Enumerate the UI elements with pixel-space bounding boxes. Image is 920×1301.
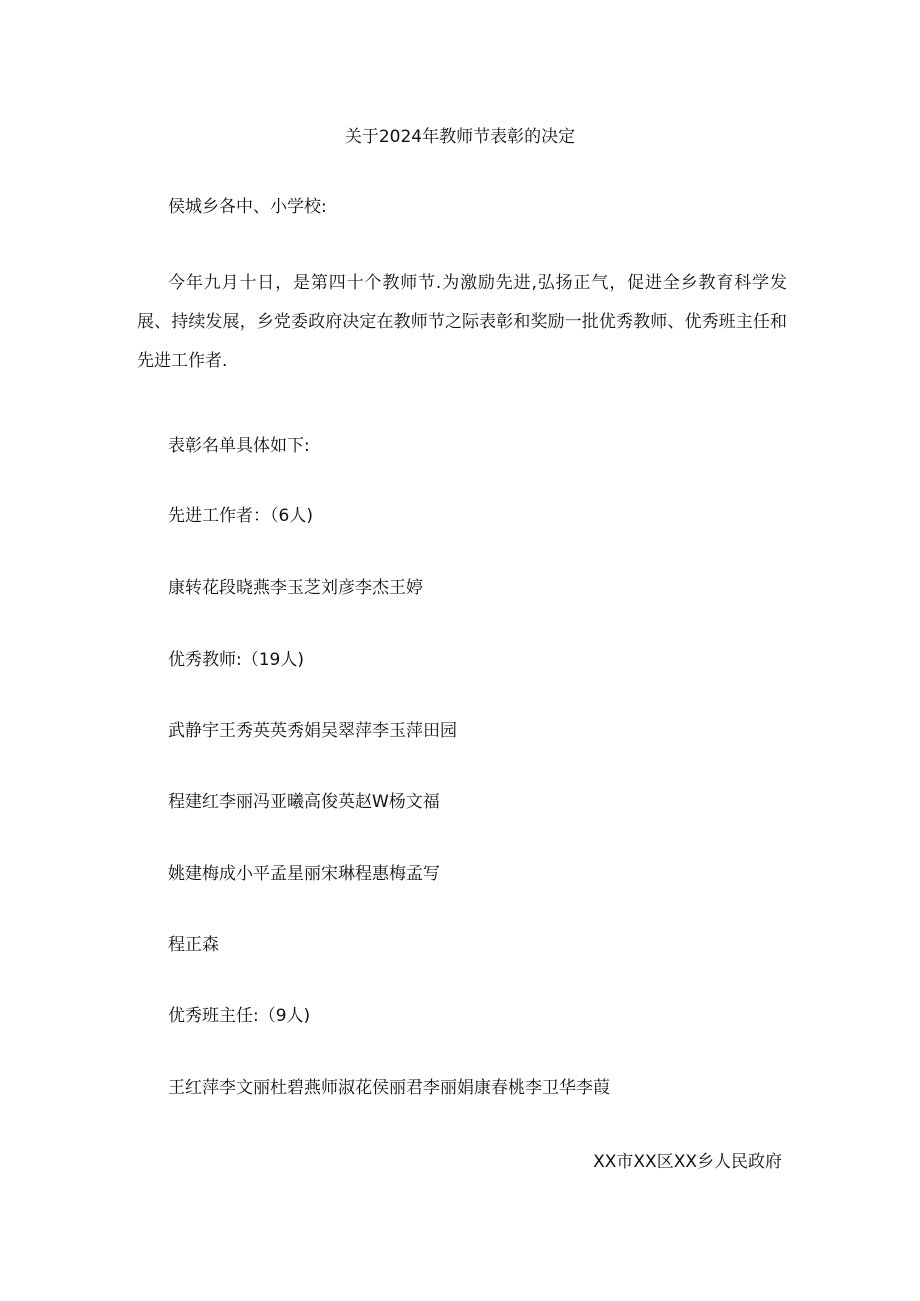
excellent-teachers-names-4: 程正森 [168,935,219,955]
advanced-workers-names: 康转花段晓燕李玉芝刘彦李杰王婷 [168,578,423,598]
list-intro: 表彰名单具体如下: [168,436,310,456]
advanced-workers-heading: 先进工作者：（6人) [168,506,313,526]
excellent-teachers-names-2: 程建红李丽冯亚曦高俊英赵W杨文福 [168,792,440,812]
document-title: 关于2024年教师节表彰的决定 [344,127,576,147]
salutation: 侯城乡各中、小学校: [168,197,327,217]
excellent-head-teachers-heading: 优秀班主任:（9人) [168,1006,311,1026]
signature: XX市XX区XX乡人民政府 [593,1152,782,1172]
excellent-teachers-names-3: 姚建梅成小平孟星丽宋琳程惠梅孟写 [168,864,440,884]
excellent-teachers-names-1: 武静宇王秀英英秀娟吴翠萍李玉萍田园 [168,721,457,741]
body-paragraph: 今年九月十日，是第四十个教师节.为激励先进,弘扬正气，促进全乡教育科学发展、持续发展，乡党委政府决定在教师节之际表彰和奖励一批优秀教师、优秀班主任和先进工作者. [137,273,787,371]
excellent-head-teachers-names: 王红萍李文丽杜碧燕师淑花侯丽君李丽娟康春桃李卫华李葭 [168,1078,610,1098]
excellent-teachers-heading: 优秀教师:（19人) [168,650,304,670]
